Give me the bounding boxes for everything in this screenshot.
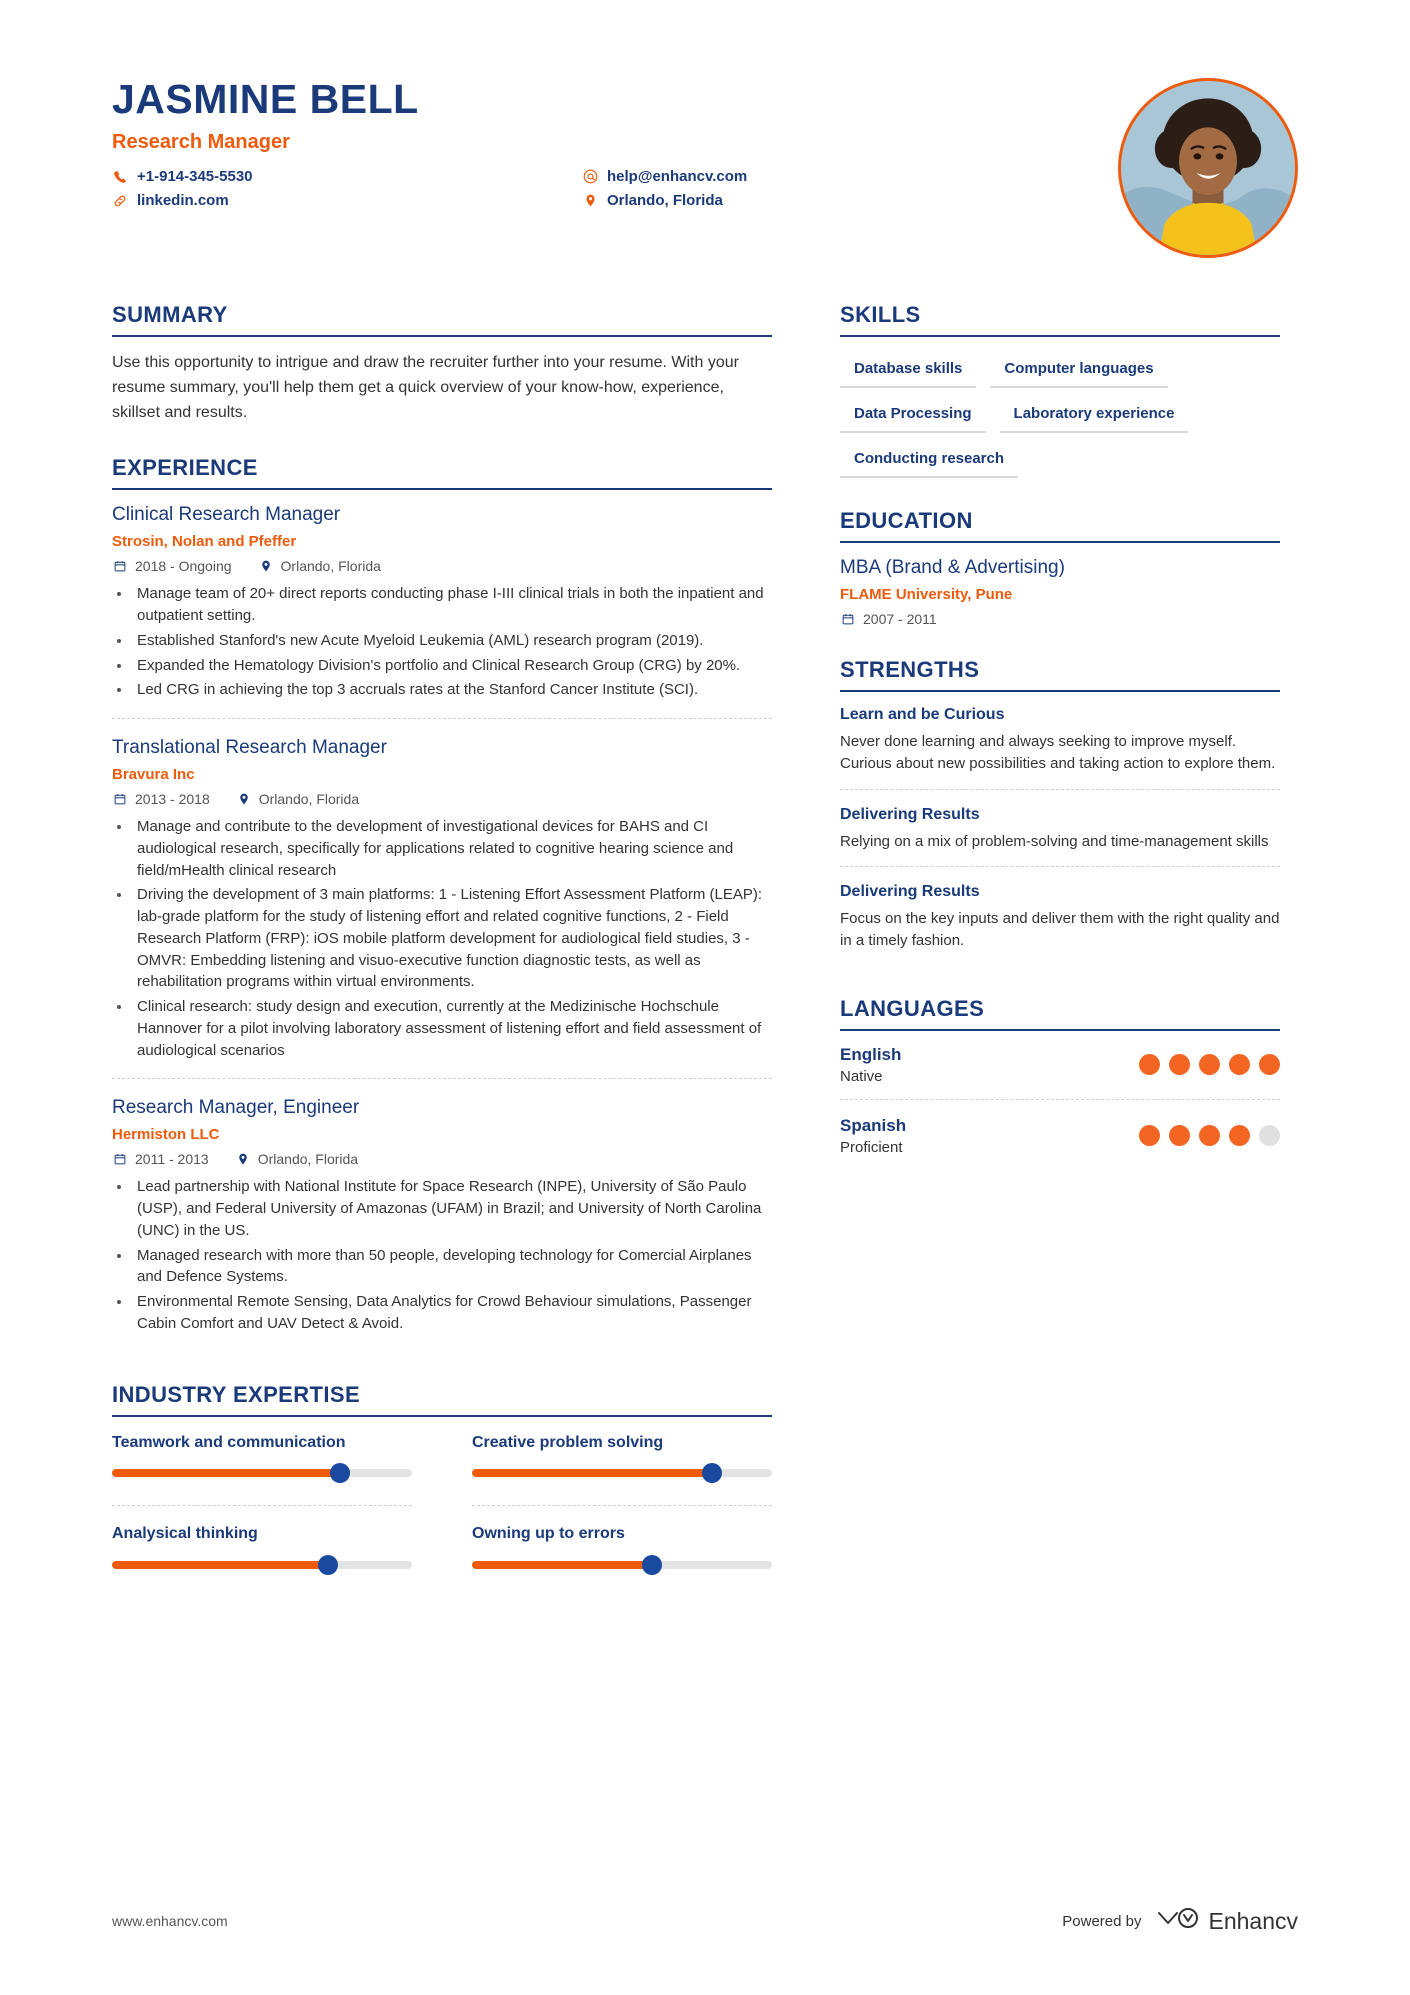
strength-title: Delivering Results: [840, 805, 980, 823]
job-bullets: [112, 816, 772, 1061]
job-location-text: Orlando, Florida: [258, 791, 360, 808]
job-dates-text: 2018 - Ongoing: [135, 558, 232, 575]
job-bullet: • Lead partnership with National Institute for Space Research (INPE), University of São Paulo (USP), and Federal University of Amazonas (UFAM) in Brazil; and University of North Carolina (UNC) in the US.: [132, 1176, 772, 1241]
right-column: [840, 302, 1280, 1619]
job-location-text: Orlando, Florida: [280, 558, 381, 575]
job-bullet: • Driving the development of 3 main platforms: 1 - Listening Effort Assessment Platform (LEAP): lab-grade platform for the study of listening effort and related cognitive functions, 2 - Field Research Platform (FRP): iOS mobile platform development for audiological field studies, 3 - OMVR: Embedding listening and visuo-executive function diagnostic tests, as well as rehabilitation programs within virtual environments.: [132, 884, 772, 993]
strength-text: Focus on the key inputs and deliver them with the right quality and in a timely fashion.: [840, 910, 1280, 949]
skill-tag: Conducting research: [840, 443, 1018, 478]
strength-title: Delivering Results: [840, 883, 980, 901]
experience-item: [112, 504, 772, 718]
education-dates: [840, 611, 1280, 627]
section-summary: [112, 302, 772, 425]
experience-item: [112, 718, 772, 1078]
job-title: Translational Research Manager: [112, 737, 387, 759]
email-icon: [582, 169, 598, 185]
section-title-summary: SUMMARY: [112, 302, 772, 337]
section-title-education: EDUCATION: [840, 508, 1280, 543]
left-column: [112, 302, 772, 1619]
job-meta: [112, 1151, 772, 1167]
job-role-subtitle: Research Manager: [112, 131, 290, 154]
job-bullet: • Managed research with more than 50 people, developing technology for Comercial Airplanes and Defence Systems.: [132, 1245, 772, 1289]
language-rating: [1139, 1125, 1280, 1146]
enhancv-logo-icon: [1155, 1905, 1199, 1937]
skill-tag: Laboratory experience: [1000, 398, 1189, 433]
job-bullets: [112, 583, 772, 701]
expertise-item: [472, 1433, 772, 1498]
strength-item: [840, 789, 1280, 867]
language-item: [840, 1045, 1280, 1099]
strengths-list: [840, 692, 1280, 966]
job-bullet: • Led CRG in achieving the top 3 accruals rates at the Stanford Cancer Institute (SCI).: [132, 679, 772, 701]
expertise-slider[interactable]: [112, 1561, 412, 1569]
strength-title: Learn and be Curious: [840, 706, 1005, 723]
job-title: Research Manager, Engineer: [112, 1097, 360, 1119]
experience-list: [112, 490, 772, 1351]
language-name: English: [840, 1044, 902, 1064]
skill-tag: Data Processing: [840, 398, 986, 433]
education-list: [840, 543, 1280, 627]
expertise-label: Analysical thinking: [112, 1525, 258, 1543]
strength-text: Never done learning and always seeking to improve myself. Curious about new possibilities and taking action to explore them.: [840, 733, 1276, 772]
section-industry-expertise: [112, 1382, 772, 1590]
section-experience: [112, 455, 772, 1351]
job-dates: [112, 1151, 209, 1167]
calendar-icon: [112, 791, 128, 807]
powered-by: [1062, 1905, 1298, 1937]
section-languages: [840, 996, 1280, 1170]
job-dates-text: 2011 - 2013: [135, 1151, 209, 1168]
calendar-icon: [840, 611, 856, 627]
expertise-label: Creative problem solving: [472, 1433, 664, 1451]
languages-list: [840, 1031, 1280, 1170]
education-dates-text: 2007 - 2011: [863, 611, 937, 627]
expertise-slider[interactable]: [472, 1469, 772, 1477]
contact-linkedin[interactable]: [112, 192, 582, 209]
calendar-icon: [112, 1151, 128, 1167]
slider-knob[interactable]: [642, 1555, 662, 1575]
section-title-experience: EXPERIENCE: [112, 455, 772, 490]
job-company: Hermiston LLC: [112, 1126, 220, 1144]
location-icon: [582, 193, 598, 209]
slider-knob[interactable]: [330, 1463, 350, 1483]
link-icon: [112, 193, 128, 209]
section-strengths: [840, 657, 1280, 966]
job-location: [258, 558, 381, 574]
avatar: [1118, 78, 1298, 258]
contact-email-text: help@enhancv.com: [607, 168, 748, 186]
language-name: Spanish: [840, 1115, 907, 1135]
enhancv-brand: [1155, 1905, 1298, 1937]
job-dates: [112, 558, 232, 574]
footer-url[interactable]: www.enhancv.com: [112, 1913, 228, 1929]
contact-phone[interactable]: [112, 168, 582, 185]
job-bullet: • Clinical research: study design and execution, currently at the Medizinische Hochschule Hannover for a pilot involving laboratory assessment of listening effort and field assessment of audiological scenarios: [132, 996, 772, 1061]
strength-item: [840, 706, 1280, 789]
avatar-photo: [1121, 81, 1295, 255]
contact-grid: [112, 168, 747, 209]
strength-item: [840, 866, 1280, 966]
job-dates-text: 2013 - 2018: [135, 791, 210, 808]
expertise-item: [472, 1505, 772, 1589]
experience-item: [112, 1078, 772, 1351]
job-location: [236, 791, 359, 807]
skills-list: [840, 337, 1280, 478]
job-bullet: • Manage and contribute to the development of investigational devices for BAHS and CI audiological research, specifically for applications related to cognitive hearing science and field/mHealth clinical research: [132, 816, 772, 881]
contact-linkedin-text: linkedin.com: [137, 192, 229, 210]
expertise-label: Owning up to errors: [472, 1525, 625, 1543]
resume-header: [112, 78, 1298, 258]
job-company: Strosin, Nolan and Pfeffer: [112, 533, 297, 551]
job-company: Bravura Inc: [112, 766, 195, 784]
job-bullets: [112, 1176, 772, 1334]
job-meta: [112, 791, 772, 807]
enhancv-brand-text: Enhancv: [1208, 1907, 1298, 1934]
section-title-skills: SKILLS: [840, 302, 1280, 337]
education-degree: MBA (Brand & Advertising): [840, 557, 1065, 578]
contact-location: [582, 192, 747, 209]
page-title: JASMINE BELL: [112, 76, 419, 122]
job-bullet: • Expanded the Hematology Division's portfolio and Clinical Research Group (CRG) by 20%.: [132, 655, 772, 677]
job-bullet: • Manage team of 20+ direct reports conducting phase I-III clinical trials in both the inpatient and outpatient setting.: [132, 583, 772, 627]
expertise-item: [112, 1505, 412, 1589]
section-education: [840, 508, 1280, 627]
contact-email[interactable]: [582, 168, 747, 185]
job-title: Clinical Research Manager: [112, 504, 341, 526]
skill-tag: Database skills: [840, 353, 976, 388]
expertise-slider[interactable]: [472, 1561, 772, 1569]
language-rating: [1139, 1054, 1280, 1075]
language-level: Native: [840, 1067, 883, 1085]
section-title-industry-expertise: INDUSTRY EXPERTISE: [112, 1382, 772, 1417]
location-icon: [258, 558, 274, 574]
education-item: [840, 557, 1280, 627]
location-icon: [235, 1151, 251, 1167]
header-identity: [112, 78, 747, 209]
job-dates: [112, 791, 210, 807]
page-footer: [112, 1905, 1298, 1937]
powered-by-label: Powered by: [1062, 1912, 1142, 1930]
skill-tag: Computer languages: [990, 353, 1167, 388]
section-title-strengths: STRENGTHS: [840, 657, 1280, 692]
slider-knob[interactable]: [318, 1555, 338, 1575]
resume-body: [112, 302, 1298, 1619]
job-bullet: • Environmental Remote Sensing, Data Analytics for Crowd Behaviour simulations, Passenger Cabin Comfort and UAV Detect & Avoid.: [132, 1291, 772, 1335]
expertise-slider[interactable]: [112, 1469, 412, 1477]
section-title-languages: LANGUAGES: [840, 996, 1280, 1031]
language-level: Proficient: [840, 1138, 903, 1156]
summary-text: Use this opportunity to intrigue and draw the recruiter further into your resume. With your resume summary, you'll help them get a quick overview of your know-how, experience, skillset and results.: [112, 354, 739, 421]
section-skills: [840, 302, 1280, 478]
location-icon: [236, 791, 252, 807]
job-bullet: • Established Stanford's new Acute Myeloid Leukemia (AML) research program (2019).: [132, 630, 772, 652]
job-location: [235, 1151, 358, 1167]
job-location-text: Orlando, Florida: [257, 1151, 359, 1168]
phone-icon: [112, 169, 128, 185]
expertise-label: Teamwork and communication: [112, 1433, 346, 1451]
slider-knob[interactable]: [702, 1463, 722, 1483]
contact-phone-text: +1-914-345-5530: [137, 168, 253, 186]
calendar-icon: [112, 558, 128, 574]
language-item: [840, 1099, 1280, 1170]
expertise-item: [112, 1433, 412, 1498]
strength-text: Relying on a mix of problem-solving and time-management skills: [840, 832, 1269, 850]
expertise-grid: [112, 1417, 772, 1590]
education-school: FLAME University, Pune: [840, 586, 1013, 603]
job-meta: [112, 558, 772, 574]
contact-location-text: Orlando, Florida: [607, 192, 723, 210]
